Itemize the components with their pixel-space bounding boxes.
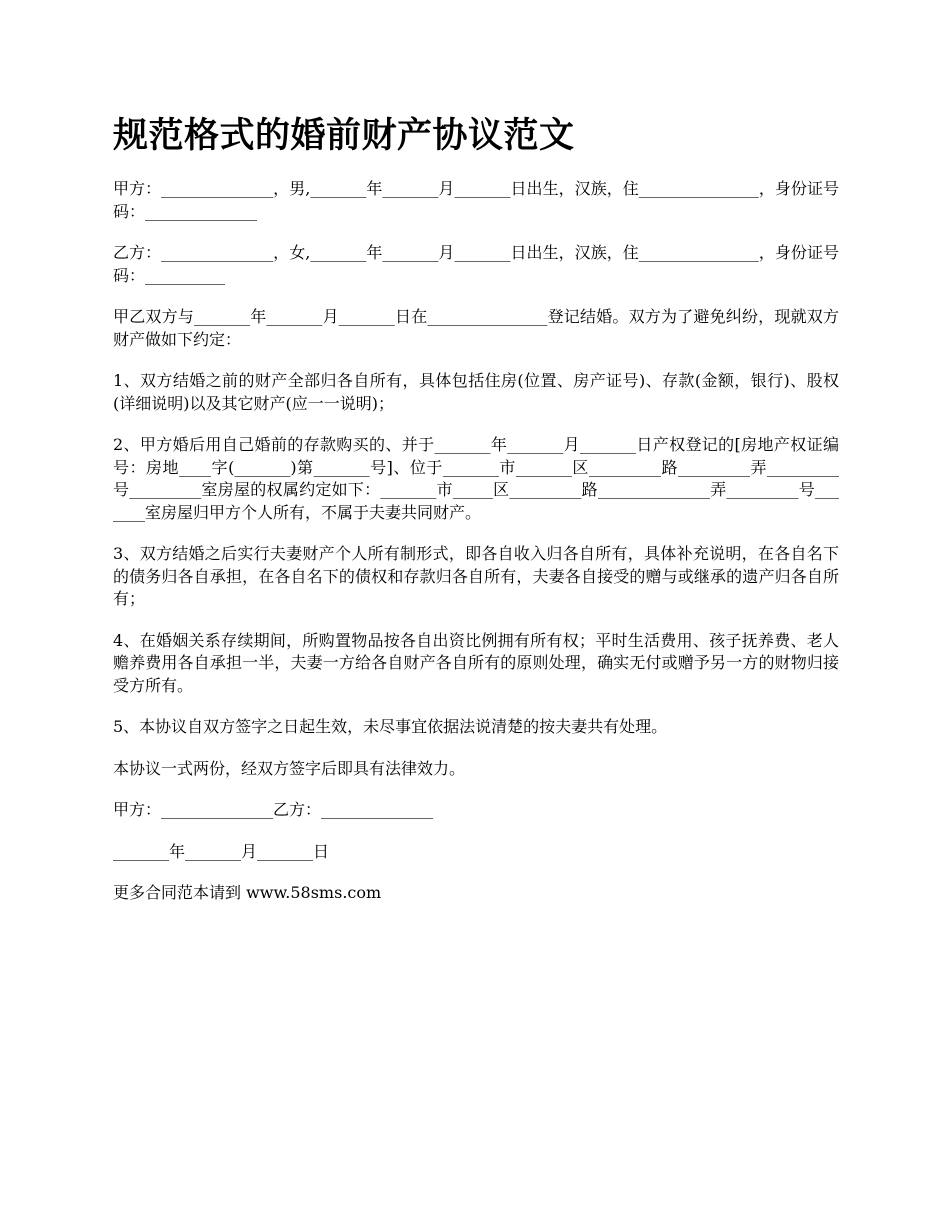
document-title: 规范格式的婚前财产协议范文 (113, 116, 575, 156)
clause-1-premarital-property: 1、双方结婚之前的财产全部归各自所有，具体包括住房(位置、房产证号)、存款(金额，银行)、股权(详细说明)以及其它财产(应一一说明)； (113, 371, 839, 413)
party-a-info: 甲方：______________，男,_______年_______月_______日出生，汉族，住_______________，身份证号码：______________ (113, 179, 839, 221)
clause-4-marriage-period: 4、在婚姻关系存续期间，所购置物品按各自出资比例拥有所有权；平时生活费用、孩子抚养费、老人赡养费用各自承担一半，夫妻一方给各自财产各自所有的原则处理，确实无付或赠予另一方的财物归接受方所有。 (113, 630, 839, 695)
clause-5-effective-date: 5、本协议自双方签字之日起生效，未尽事宜依据法说清楚的按夫妻共有处理。 (113, 717, 668, 736)
footer-link-text: 更多合同范本请到 www.58sms.com (113, 883, 382, 902)
copies-statement: 本协议一式两份，经双方签字后即具有法律效力。 (113, 758, 466, 778)
document-page (113, 108, 839, 905)
clause-3-separate-property: 3、双方结婚之后实行夫妻财产个人所有制形式，即各自收入归各自所有，具体补充说明，在各自名下的债务归各自承担，在各自名下的债权和存款归各自所有，夫妻各自接受的赠与或继承的遗产归各自所有； (113, 544, 839, 608)
party-b-info: 乙方：______________，女,_______年_______月_______日出生，汉族，住_______________，身份证号码：__________ (113, 243, 839, 285)
marriage-registration-clause: 甲乙双方与_______年_______月_______日在_______________登记结婚。双方为了避免纠纷，现就双方财产做如下约定： (113, 307, 839, 349)
clause-2-house-ownership: 2、甲方婚后用自己婚前的存款购买的、并于_______年_______月_______日产权登记的[房地产权证编号：房地____字(_______)第_______号]、位于_______市_______区_________路_________弄_________号_________室房屋的权属约定如下：_______市_____区_________路______________弄_________号_______室房屋归甲方个人所有，不属于夫妻共同财产。 (113, 435, 839, 522)
date-line: _______年_______月_______日 (113, 841, 330, 861)
signature-line: 甲方：______________乙方：______________ (113, 800, 434, 819)
